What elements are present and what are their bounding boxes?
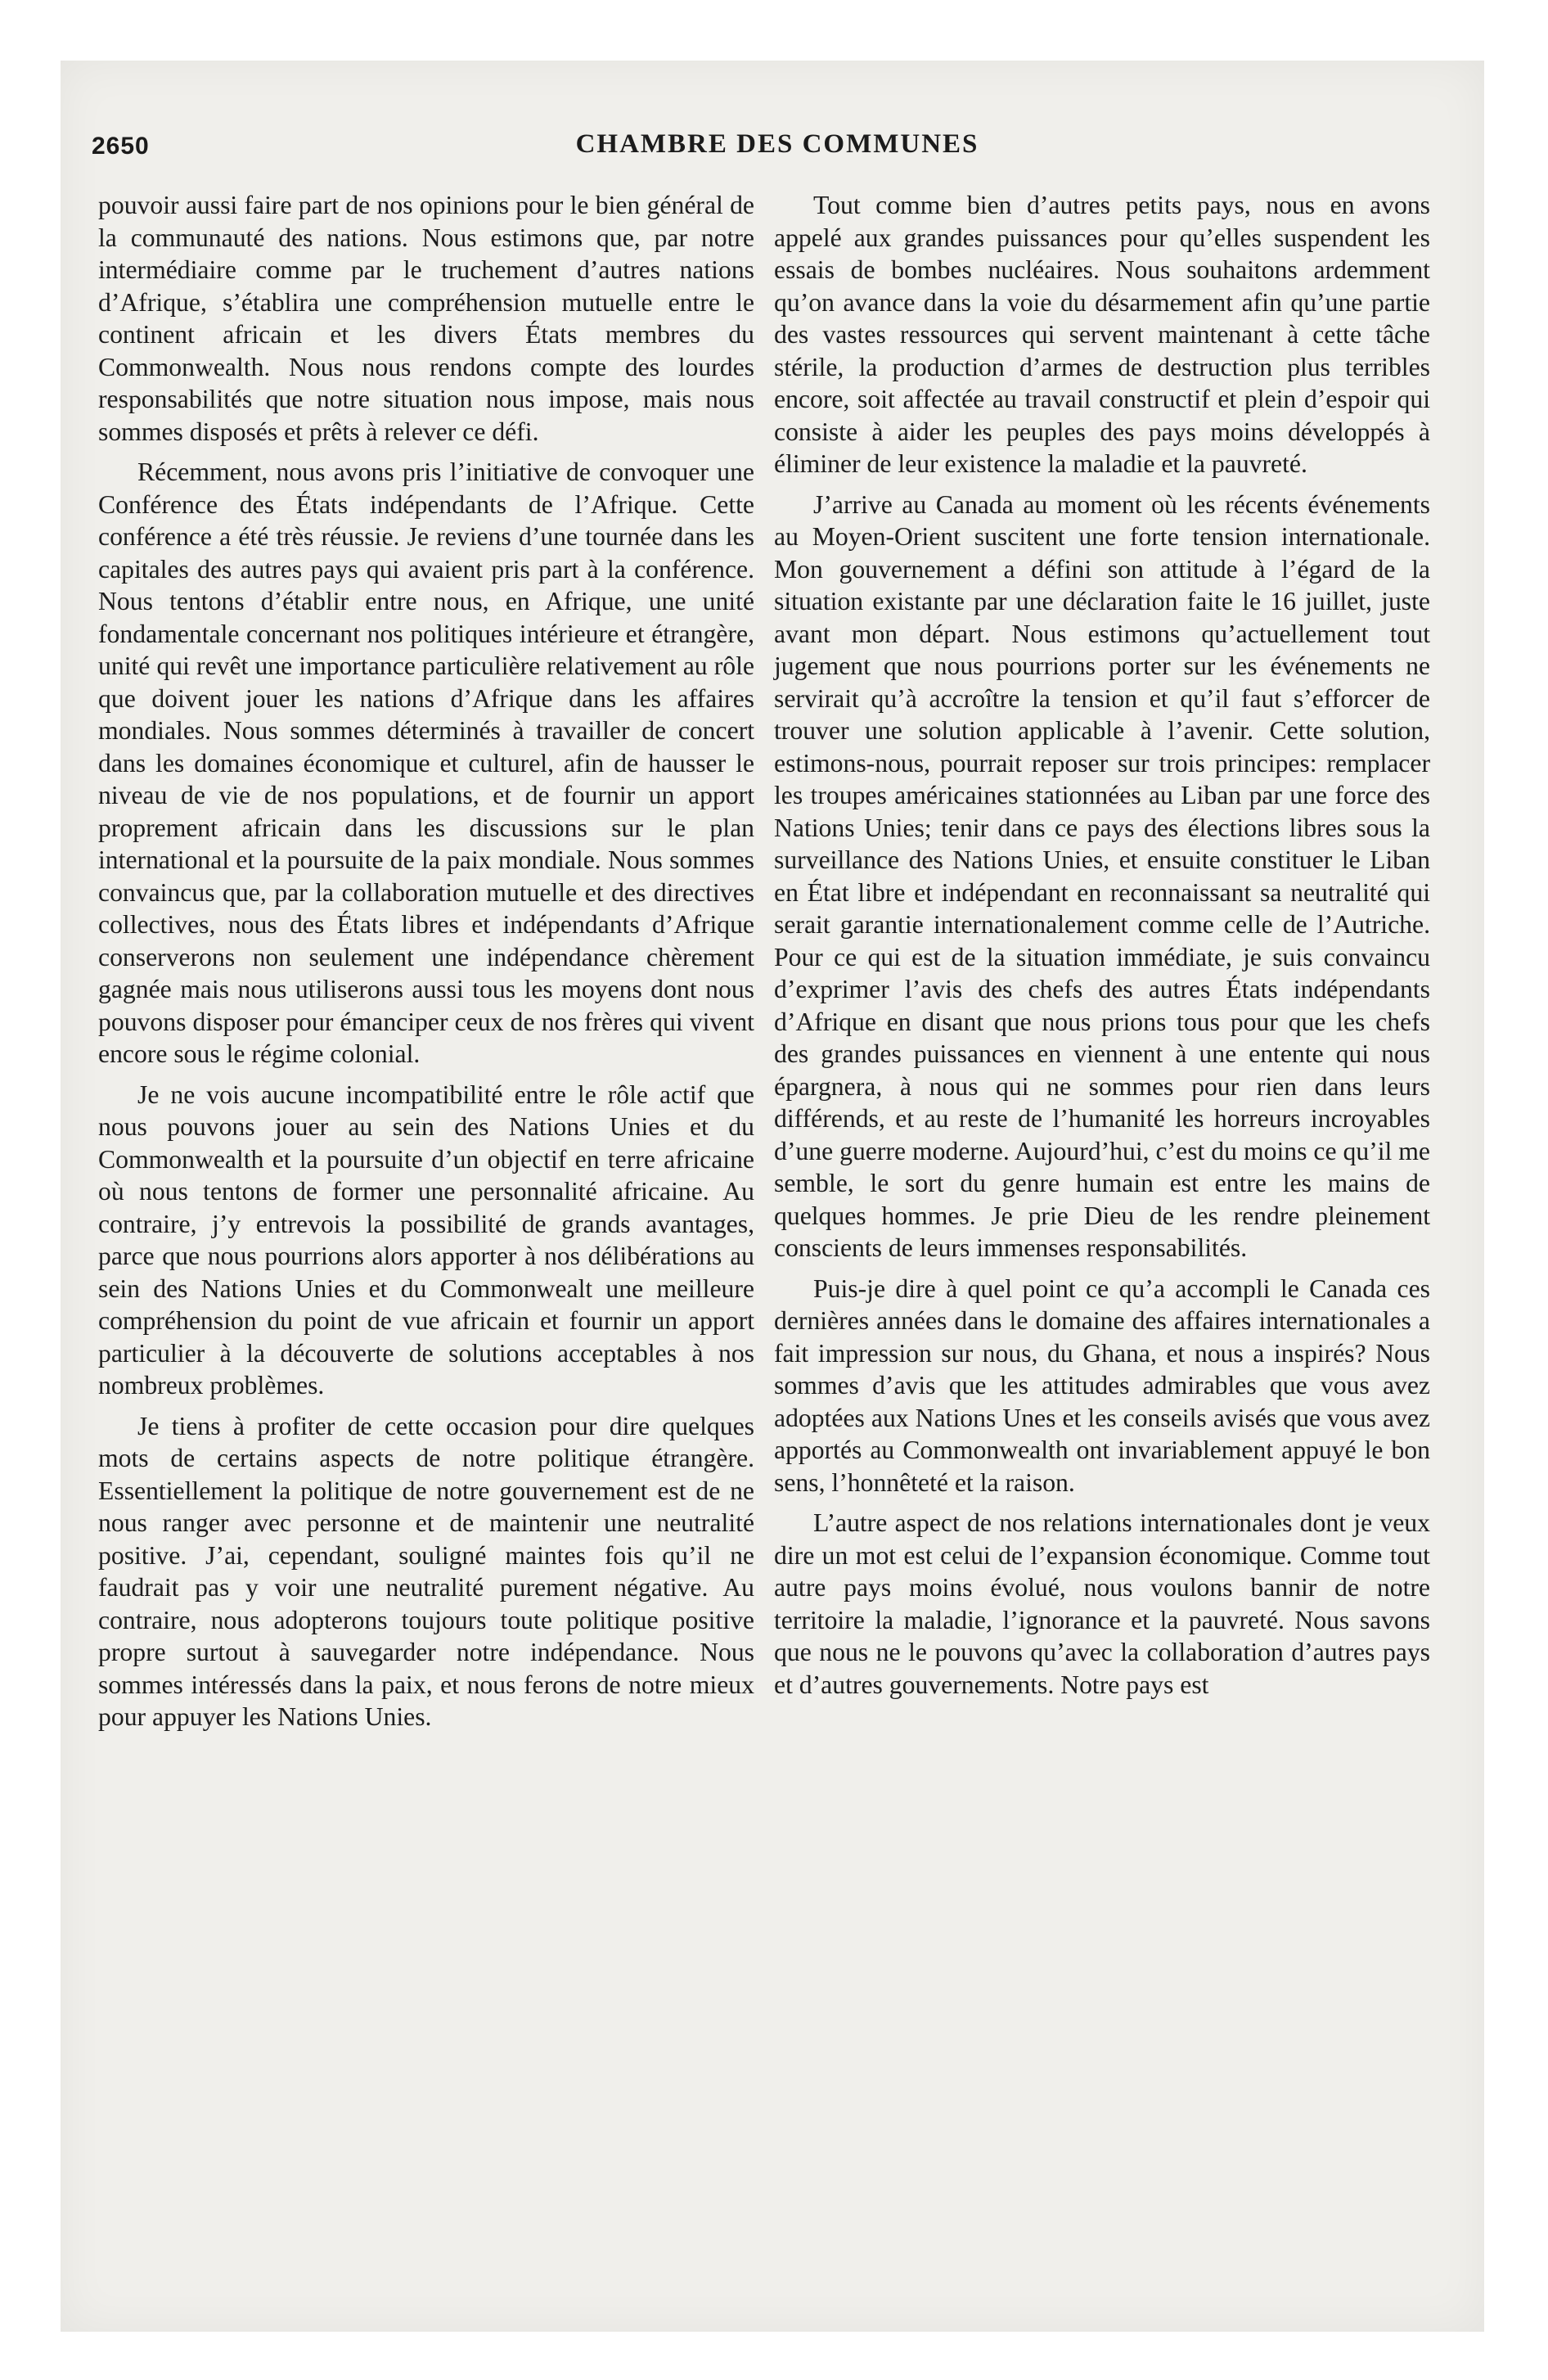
paragraph: Puis-je dire à quel point ce qu’a accompli le Canada ces dernières années dans le domaine des affaires internationales a fait impression sur nous, du Ghana, et nous a inspirés? Nous sommes d’avis que les attitudes admirables que vous avez adoptées aux Nations Unes et les conseils avisés que vous avez apportés au Commonwealth ont invariablement appuyé le bon sens, l’honnêteté et la raison.	[774, 1273, 1430, 1497]
left-column	[98, 189, 754, 1742]
paragraph: L’autre aspect de nos relations internationales dont je veux dire un mot est celui de l’expansion économique. Comme tout autre pays moins évolué, nous voulons bannir de notre territoire la maladie, l’ignorance et la pauvreté. Nous savons que nous ne le pouvons qu’avec la collaboration d’autres pays et d’autres gouvernements. Notre pays est	[774, 1508, 1430, 1699]
paragraph: J’arrive au Canada au moment où les récents événements au Moyen-Orient suscitent une forte tension internationale. Mon gouvernement a défini son attitude à l’égard de la situation existante par une déclaration faite le 16 juillet, juste avant mon départ. Nous estimons qu’actuellement tout jugement que nous pourrions porter sur les événements ne servirait qu’à accroître la tension et qu’il faut s’efforcer de trouver une solution applicable à l’avenir. Cette solution, estimons-nous, pourrait reposer sur trois principes: remplacer les troupes américaines stationnées au Liban par une force des Nations Unies; tenir dans ce pays des élections libres sous la surveillance des Nations Unies, et ensuite constituer le Liban en État libre et indépendant en reconnaissant sa neutralité qui serait garantie internationalement comme celle de l’Autriche. Pour ce qui est de la situation immédiate, je suis convaincu d’exprimer l’avis des chefs des autres États indépendants d’Afrique en disant que nous prions tous pour que les chefs des grandes puissances en viennent à une entente qui nous épargnera, à nous qui ne sommes pour rien dans leurs différends, et au reste de l’humanité les horreurs incroyables d’une guerre moderne. Aujourd’hui, c’est du moins ce qu’il me semble, le sort du genre humain est entre les mains de quelques hommes. Je prie Dieu de les rendre pleinement conscients de leurs immenses responsabilités.	[774, 489, 1430, 1262]
right-column	[774, 189, 1430, 1709]
paragraph: Tout comme bien d’autres petits pays, nous en avons appelé aux grandes puissances pour qu’elles suspendent les essais de bombes nucléaires. Nous souhaitons ardemment qu’on avance dans la voie du désarmement afin qu’une partie des vastes ressources qui servent maintenant à cette tâche stérile, la production d’armes de destruction plus terribles encore, soit affectée au travail constructif et plein d’espoir qui consiste à aider les peuples des pays moins développés à éliminer de leur existence la maladie et la pauvreté.	[774, 191, 1430, 478]
running-head: CHAMBRE DES COMMUNES	[575, 129, 979, 159]
paragraph: Récemment, nous avons pris l’initiative de convoquer une Conférence des États indépendants de l’Afrique. Cette conférence a été très réussie. Je reviens d’une tournée dans les capitales des autres pays qui avaient pris part à la conférence. Nous tentons d’établir entre nous, en Afrique, une unité fondamentale concernant nos politiques intérieure et étrangère, unité qui revêt une importance particulière relativement au rôle que doivent jouer les nations d’Afrique dans les affaires mondiales. Nous sommes déterminés à travailler de concert dans les domaines économique et culturel, afin de hausser le niveau de vie de nos populations, et de fournir un apport proprement africain dans les discussions sur le plan international et la poursuite de la paix mondiale. Nous sommes convaincus que, par la collaboration mutuelle et des directives collectives, nous des États libres et indépendants d’Afrique conserverons non seulement une indépendance chèrement gagnée mais nous utiliserons aussi tous les moyens dont nous pouvons disposer pour émanciper ceux de nos frères qui vivent encore sous le régime colonial.	[98, 458, 754, 1068]
paragraph: Je ne vois aucune incompatibilité entre le rôle actif que nous pouvons jouer au sein des Nations Unies et du Commonwealth et la poursuite d’un objectif en terre africaine où nous tentons de former une personnalité africaine. Au contraire, j’y entrevois la possibilité de grands avantages, parce que nous pourrions alors apporter à nos délibérations au sein des Nations Unies et du Commonwealt une meilleure compréhension du point de vue africain et fournir un apport particulier à la découverte de solutions acceptables à nos nombreux problèmes.	[98, 1080, 754, 1400]
page-number: 2650	[92, 133, 150, 160]
paragraph: Je tiens à profiter de cette occasion pour dire quelques mots de certains aspects de notre politique étrangère. Essentiellement la politique de notre gouvernement est de ne nous ranger avec personne et de maintenir une neutralité positive. J’ai, cependant, souligné maintes fois qu’il ne faudrait pas y voir une neutralité purement négative. Au contraire, nous adopterons toujours toute politique positive propre surtout à sauvegarder notre indépendance. Nous sommes intéressés dans la paix, et nous ferons de notre mieux pour appuyer les Nations Unies.	[98, 1411, 754, 1731]
paragraph: pouvoir aussi faire part de nos opinions pour le bien général de la communauté des nations. Nous estimons que, par notre intermédiaire comme par le truchement d’autres nations d’Afrique, s’établira une compréhension mutuelle entre le continent africain et les divers États membres du Commonwealth. Nous nous rendons compte des lourdes responsabilités que notre situation nous impose, mais nous sommes disposés et prêts à relever ce défi.	[98, 191, 754, 446]
